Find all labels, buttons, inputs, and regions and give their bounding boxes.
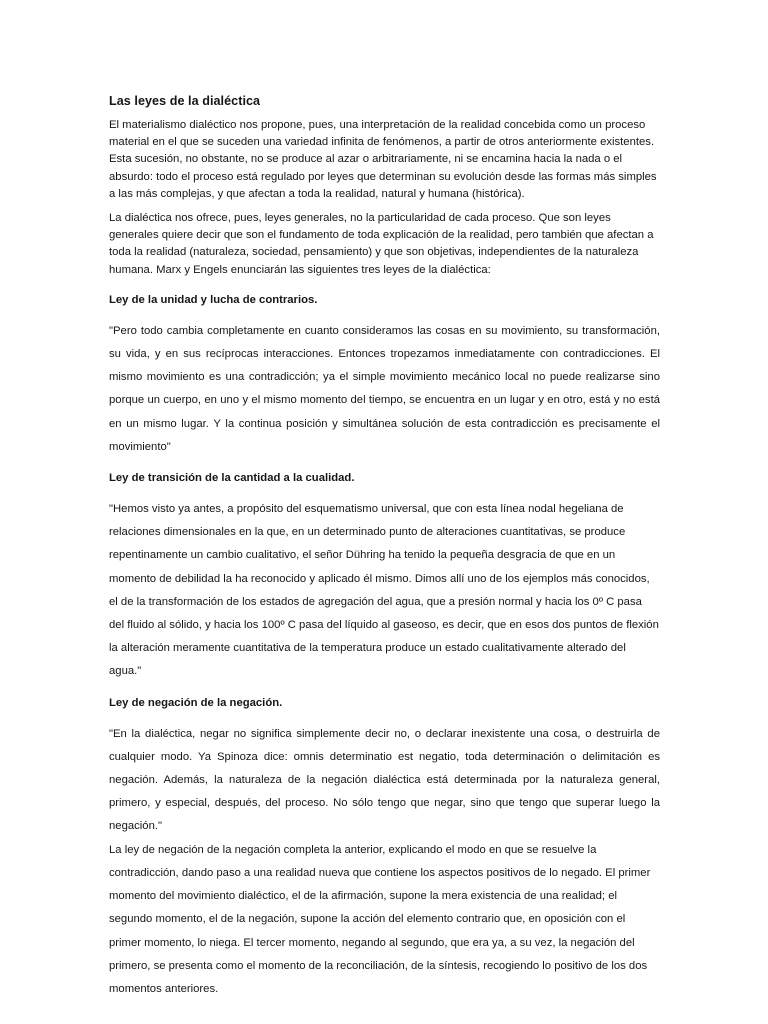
intro-paragraph-1: El materialismo dialéctico nos propone, pues, una interpretación de la realidad concebida como un proceso material en el que se suceden una variedad infinita de fenómenos, a partir de otros anteriormente existentes. Esta sucesión, no obstante, no se produce al azar o arbitrariamente, ni se encamina hacia la nada o el absurdo: todo el proceso está regulado por leyes que determinan su evolución desde las formas más simples a las más complejas, y que afectan a toda la realidad, natural y humana (histórica). (109, 119, 657, 200)
intro-paragraph-2: La dialéctica nos ofrece, pues, leyes generales, no la particularidad de cada proceso. Que son leyes generales quiere decir que son el fundamento de toda explicación de la realidad, pero también que afectan a toda la realidad (naturaleza, sociedad, pensamiento) y que son objetivas, independientes de la naturaleza humana. Marx y Engels enunciarán las siguientes tres leyes de la dialéctica: (109, 212, 654, 276)
law-quote-cantidad: "Hemos visto ya antes, a propósito del esquematismo universal, que con esta línea nodal hegeliana de relaciones dimensionales en la que, en un determinado punto de alteraciones cuantitativas, se produce repentinamente un cambio cualitativo, el señor Dühring ha tenido la pequeña desgracia de que en un momento de debilidad la ha reconocido y aplicado él mismo. Dimos allí uno de los ejemplos más conocidos, el de la transformación de los estados de agregación del agua, que a presión normal y hacia los 0º C pasa del fluido al sólido, y hacia los 100º C pasa del líquido al gaseoso, es decir, que en esos dos puntos de flexión la alteración meramente cuantitativa de la temperatura produce un estado cualitativamente alterado del agua." (109, 503, 659, 678)
document-title: Las leyes de la dialéctica (109, 94, 261, 108)
law-heading-cantidad: Ley de transición de la cantidad a la cualidad. (109, 472, 355, 485)
document-page (109, 92, 660, 1001)
law-quote-negacion: "En la dialéctica, negar no significa simplemente decir no, o declarar inexistente una cosa, o destruirla de cualquier modo. Ya Spinoza dice: omnis determinatio est negatio, toda determinación o delimitación es negación. Además, la naturaleza de la negación dialéctica está determinada por la naturaleza general, primero, y especial, después, del proceso. No sólo tengo que negar, sino que tengo que superar luego la negación." (109, 727, 660, 833)
closing-paragraph: La ley de negación de la negación completa la anterior, explicando el modo en que se resuelve la contradicción, dando paso a una realidad nueva que contiene los aspectos positivos de lo negado. El primer momento del movimiento dialéctico, el de la afirmación, supone la mera existencia de una realidad; el segundo momento, el de la negación, supone la acción del elemento contrario que, en oposición con el primer momento, lo niega. El tercer momento, negando al segundo, que era ya, a su vez, la negación del primero, se presenta como el momento de la reconciliación, de la síntesis, recogiendo lo positivo de los dos momentos anteriores. (109, 843, 651, 995)
law-heading-unidad: Ley de la unidad y lucha de contrarios. (109, 293, 318, 306)
law-quote-unidad: "Pero todo cambia completamente en cuanto consideramos las cosas en su movimiento, su transformación, su vida, y en sus recíprocas interacciones. Entonces tropezamos inmediatamente con contradicciones. El mismo movimiento es una contradicción; ya el simple movimiento mecánico local no puede realizarse sino porque un cuerpo, en uno y el mismo momento del tiempo, se encuentra en un lugar y en otro, está y no está en un mismo lugar. Y la continua posición y simultánea solución de esta contradicción es precisamente el movimiento" (109, 324, 660, 453)
law-heading-negacion: Ley de negación de la negación. (109, 696, 283, 709)
